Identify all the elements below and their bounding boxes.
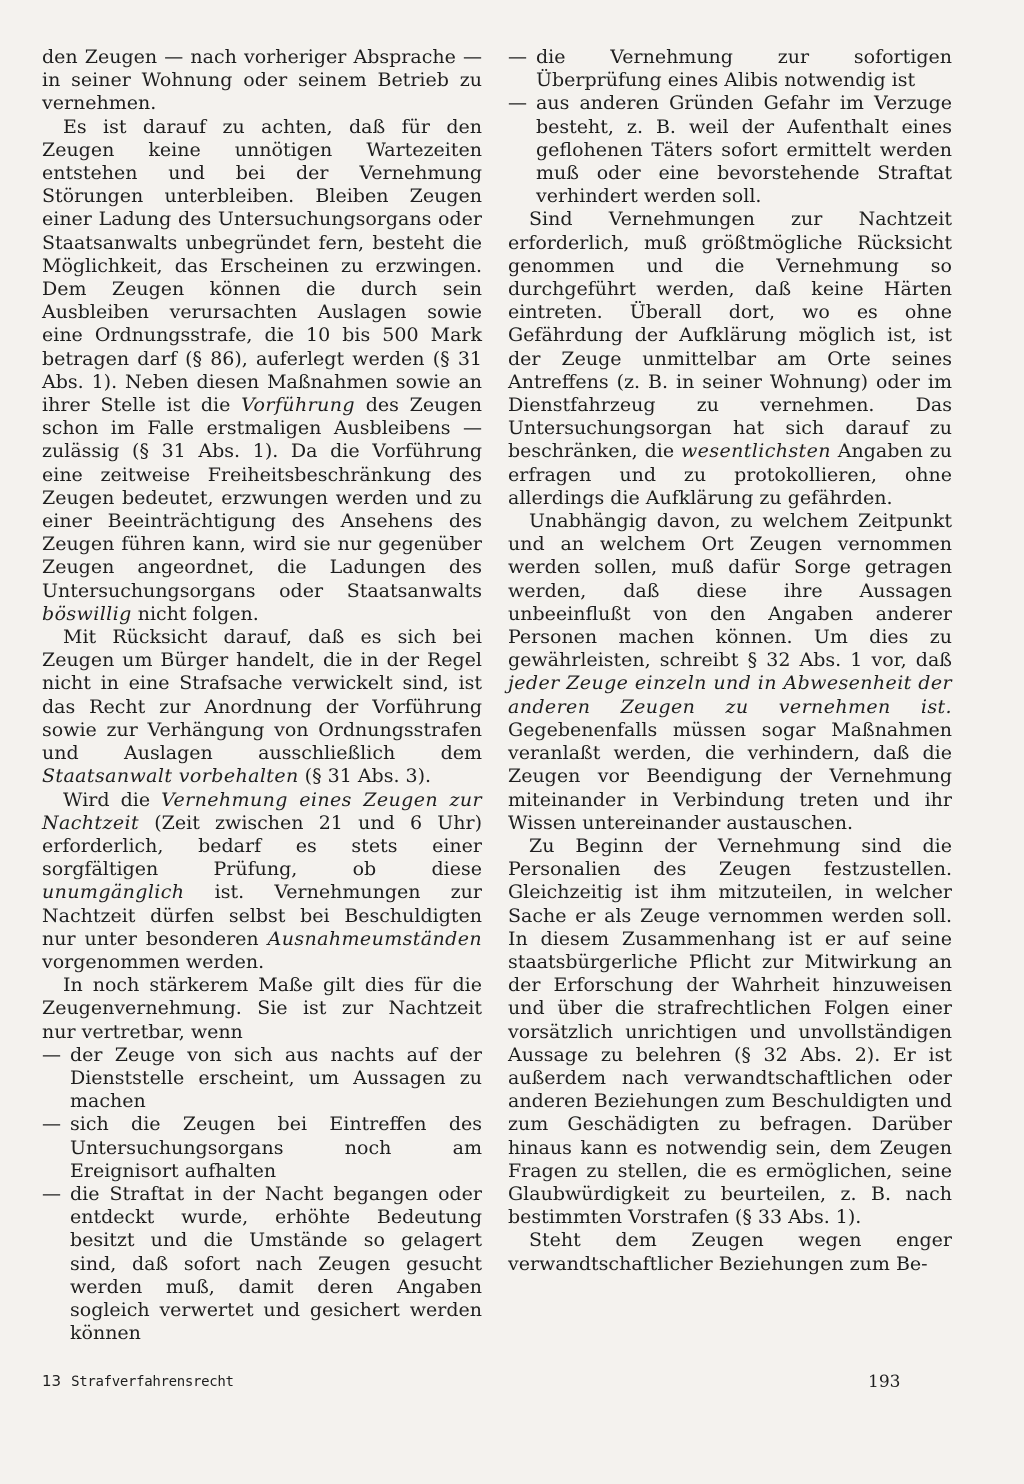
paragraph: Zu Beginn der Vernehmung sind die Personalien des Zeugen festzustellen. Gleichzeitig ist ihm mitzuteilen, in welcher Sache er als Zeuge vernommen werden soll. In diesem Zusammenhang ist er auf seine staatsbürgerliche Pflicht zur Mitwirkung an der Erforschung der Wahrheit hinzuweisen und über die strafrechtlichen Folgen einer vorsätzlich unrichtigen und unvollständigen Aussage zu belehren (§ 32 Abs. 2). Er ist außerdem nach verwandtschaftlichen oder anderen Beziehungen zum Beschuldigten und zum Geschädigten zu befragen. Darüber hinaus kann es notwendig sein, dem Zeugen Fragen zu stellen, die es ermöglichen, seine Glaubwürdigkeit zu beurteilen, z. B. nach bestimmten Vorstrafen (§ 33 Abs. 1). [508, 834, 952, 1229]
left-column [42, 46, 482, 1345]
dash-mark: — [42, 1043, 61, 1066]
paragraph: Wird die Vernehmung eines Zeugen zur Nachtzeit (Zeit zwischen 21 und 6 Uhr) erforderlich, bedarf es stets einer sorgfältigen Prüfung, ob diese unumgänglich ist. Vernehmungen zur Nachtzeit dürfen selbst bei Beschuldigten nur unter besonderen Ausnahmeumständen vorgenommen werden. [42, 788, 483, 973]
emphasis: Vorführung [241, 394, 355, 417]
dash-mark: — [508, 46, 527, 68]
emphasis: Staatsanwalt vorbehalten [42, 765, 299, 788]
paragraph: Es ist darauf zu achten, daß für den Zeugen keine unnötigen Wartezeiten entstehen und bei der Vernehmung Störungen unterbleiben. Bleiben Zeugen einer Ladung des Untersuchungsorgans oder Staatsanwalts unbegründet fern, besteht die Möglichkeit, das Erscheinen zu erzwingen. Dem Zeugen können die durch sein Ausbleiben verursachten Auslagen sowie eine Ordnungsstrafe, die 10 bis 500 Mark betragen darf (§ 86), auferlegt werden (§ 31 Abs. 1). Neben diesen Maßnahmen sowie an ihrer Stelle ist die Vorführung des Zeugen schon im Falle erstmaligen Ausbleibens — zulässig (§ 31 Abs. 1). Da die Vorführung eine zeitweise Freiheitsbeschränkung des Zeugen bedeutet, erzwungen werden und zu einer Beeinträchtigung des Ansehens des Zeugen führen kann, wird sie nur gegenüber Zeugen angeordnet, die Ladungen des Untersuchungsorgans oder Staatsanwalts böswillig nicht folgen. [42, 115, 482, 625]
right-column [508, 46, 952, 1276]
emphasis: Vernehmung eines Zeugen zur Nachtzeit [42, 788, 482, 834]
paragraph: den Zeugen — nach vorheriger Absprache — in seiner Wohnung oder seinem Betrieb zu vernehmen. [42, 46, 482, 115]
list-item: — die Vernehmung zur sofortigen Überprüfung eines Alibis notwendig ist [508, 46, 952, 92]
emphasis: unumgänglich [42, 881, 185, 904]
list-item: — sich die Zeugen bei Eintreffen des Untersuchungsorgans noch am Ereignisort aufhalten [42, 1113, 482, 1182]
paragraph: Sind Vernehmungen zur Nachtzeit erforderlich, muß größtmögliche Rücksicht genommen und die Vernehmung so durchgeführt werden, daß keine Härten eintreten. Überall dort, wo es ohne Gefährdung der Aufklärung möglich ist, ist der Zeuge unmittelbar am Orte seines Antreffens (z. B. in seiner Wohnung) oder im Dienstfahrzeug zu vernehmen. Das Untersuchungsorgan hat sich darauf zu beschränken, die wesentlichsten Angaben zu erfragen und zu protokollieren, ohne allerdings die Aufklärung zu gefährden. [508, 208, 952, 509]
signature-mark [42, 1372, 234, 1390]
dash-mark: — [508, 92, 527, 115]
list-item: — die Straftat in der Nacht begangen oder entdeckt wurde, erhöhte Bedeutung besitzt und die Umstände so gelagert sind, daß sofort nach Zeugen gesucht werden muß, damit deren Angaben sogleich verwertet und gesichert werden können [42, 1182, 482, 1345]
page-number: 193 [868, 1372, 901, 1392]
signature-number: 13 [42, 1372, 62, 1390]
emphasis: jeder Zeuge einzeln und in Abwesenheit der anderen Zeugen zu vernehmen ist. [508, 672, 952, 718]
emphasis: böswillig [42, 602, 132, 625]
list-item: — der Zeuge von sich aus nachts auf der Dienststelle erscheint, um Aussagen zu machen [42, 1043, 482, 1113]
dash-mark: — [42, 1182, 61, 1205]
emphasis: wesentlichsten [680, 440, 831, 463]
signature-label: Strafverfahrensrecht [71, 1374, 234, 1390]
paragraph: Mit Rücksicht darauf, daß es sich bei Zeugen um Bürger handelt, die in der Regel nicht in eine Strafsache verwickelt sind, ist das Recht zur Anordnung der Vorführung sowie zur Verhängung von Ordnungsstrafen und Auslagen ausschließlich dem Staatsanwalt vorbehalten (§ 31 Abs. 3). [42, 626, 482, 788]
paragraph: In noch stärkerem Maße gilt dies für die Zeugenvernehmung. Sie ist zur Nachtzeit nur vertretbar, wenn [42, 974, 482, 1043]
dash-mark: — [42, 1113, 61, 1136]
list-item: — aus anderen Gründen Gefahr im Verzuge besteht, z. B. weil der Aufenthalt eines geflohenen Täters sofort ermittelt werden muß oder eine bevorstehende Straftat verhindert werden soll. [508, 92, 952, 208]
paragraph: Unabhängig davon, zu welchem Zeitpunkt und an welchem Ort Zeugen vernommen werden sollen, muß dafür Sorge getragen werden, daß diese ihre Aussagen unbeeinflußt von den Angaben anderer Personen machen können. Um dies zu gewährleisten, schreibt § 32 Abs. 1 vor, daß jeder Zeuge einzeln und in Abwesenheit der anderen Zeugen zu vernehmen ist. Gegebenenfalls müssen sogar Maßnahmen veranlaßt werden, die verhindern, daß die Zeugen vor Beendigung der Vernehmung miteinander in Verbindung treten und ihr Wissen untereinander austauschen. [508, 510, 952, 834]
paragraph: Steht dem Zeugen wegen enger verwandtschaftlicher Beziehungen zum Be- [508, 1229, 952, 1275]
emphasis: Ausnahmeumständen [267, 927, 483, 950]
